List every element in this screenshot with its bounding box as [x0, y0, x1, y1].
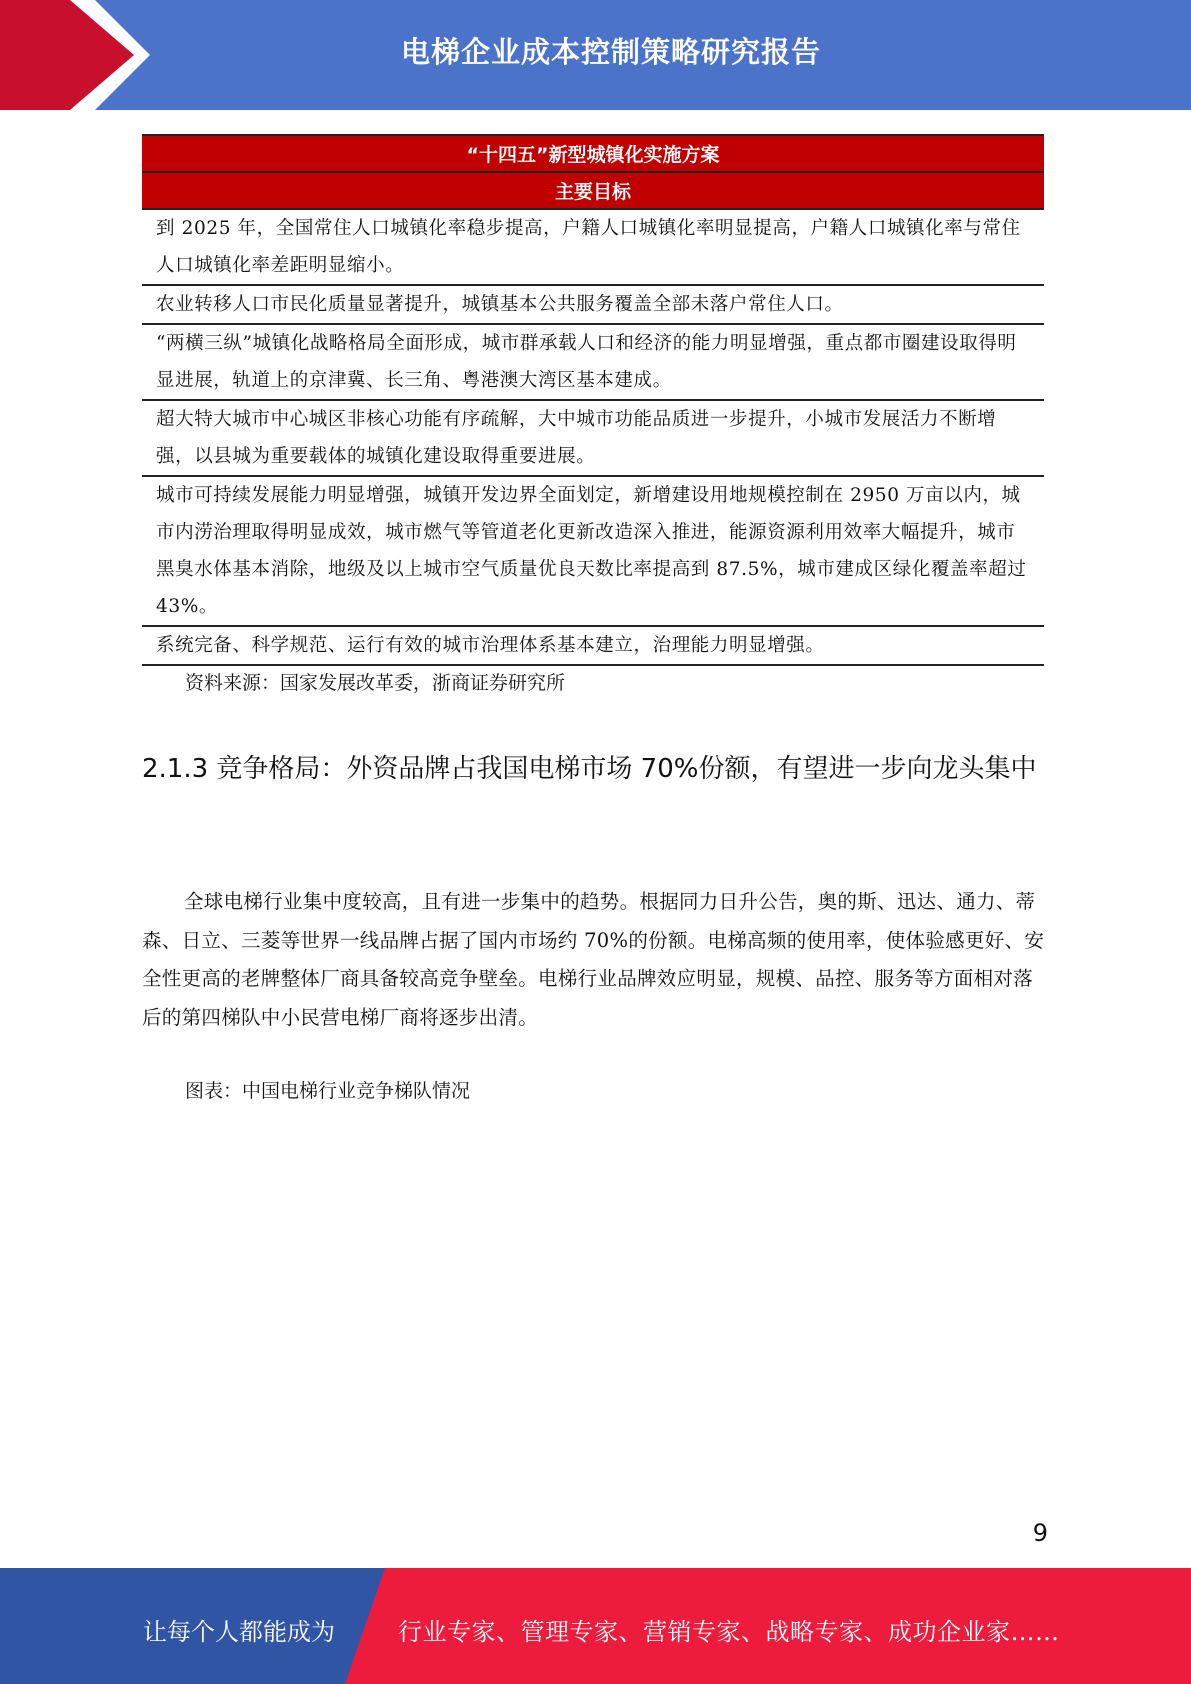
table-subtitle: 主要目标	[142, 172, 1044, 209]
table-row	[142, 400, 1044, 476]
table-title: “十四五”新型城镇化实施方案	[142, 135, 1044, 172]
table-row	[142, 209, 1044, 285]
table-cell: 城市可持续发展能力明显增强，城镇开发边界全面划定，新增建设用地规模控制在 2950 万亩以内，城市内涝治理取得明显成效，城市燃气等管道老化更新改造深入推进，能源资源利用效率大幅提升，城市黑臭水体基本消除，地级及以上城市空气质量优良天数比率提高到 87.5%，城市建成区绿化覆盖率超过 43%。	[142, 476, 1044, 626]
table-row	[142, 324, 1044, 400]
table-cell: 农业转移人口市民化质量显著提升，城镇基本公共服务覆盖全部未落户常住人口。	[142, 285, 1044, 324]
table-row	[142, 476, 1044, 626]
table-source-note: 资料来源：国家发展改革委，浙商证券研究所	[185, 672, 566, 694]
table-row	[142, 285, 1044, 324]
table-subtitle-row	[142, 172, 1044, 209]
section-heading: 2.1.3 竞争格局：外资品牌占我国电梯市场 70%份额，有望进一步向龙头集中	[142, 754, 1037, 784]
table-row	[142, 626, 1044, 665]
table-title-row	[142, 135, 1044, 172]
figure-caption: 图表：中国电梯行业竞争梯队情况	[185, 1080, 471, 1102]
report-title: 电梯企业成本控制策略研究报告	[400, 35, 821, 69]
page-header	[0, 0, 1191, 110]
table-cell: 超大特大城市中心城区非核心功能有序疏解，大中城市功能品质进一步提升，小城市发展活力不断增强，以县城为重要载体的城镇化建设取得重要进展。	[142, 400, 1044, 476]
footer-slogan-right: 行业专家、管理专家、营销专家、战略专家、成功企业家……	[398, 1618, 1060, 1646]
page-footer	[0, 1568, 1191, 1684]
table-cell: “两横三纵”城镇化战略格局全面形成，城市群承载人口和经济的能力明显增强，重点都市圈建设取得明显进展，轨道上的京津冀、长三角、粤港澳大湾区基本建成。	[142, 324, 1044, 400]
table-cell: 到 2025 年，全国常住人口城镇化率稳步提高，户籍人口城镇化率明显提高，户籍人口城镇化率与常住人口城镇化率差距明显缩小。	[142, 209, 1044, 285]
urbanization-goals-table	[142, 134, 1044, 666]
body-paragraph: 全球电梯行业集中度较高，且有进一步集中的趋势。根据同力日升公告，奥的斯、迅达、通力、蒂森、日立、三菱等世界一线品牌占据了国内市场约 70%的份额。电梯高频的使用率，使体验感更好、安全性更高的老牌整体厂商具备较高竞争壁垒。电梯行业品牌效应明显，规模、品控、服务等方面相对落后的第四梯队中小民营电梯厂商将逐步出清。	[142, 890, 1045, 1029]
page-number: 9	[1032, 1519, 1048, 1547]
table-cell: 系统完备、科学规范、运行有效的城市治理体系基本建立，治理能力明显增强。	[142, 626, 1044, 665]
footer-slogan-left: 让每个人都能成为	[143, 1618, 335, 1646]
